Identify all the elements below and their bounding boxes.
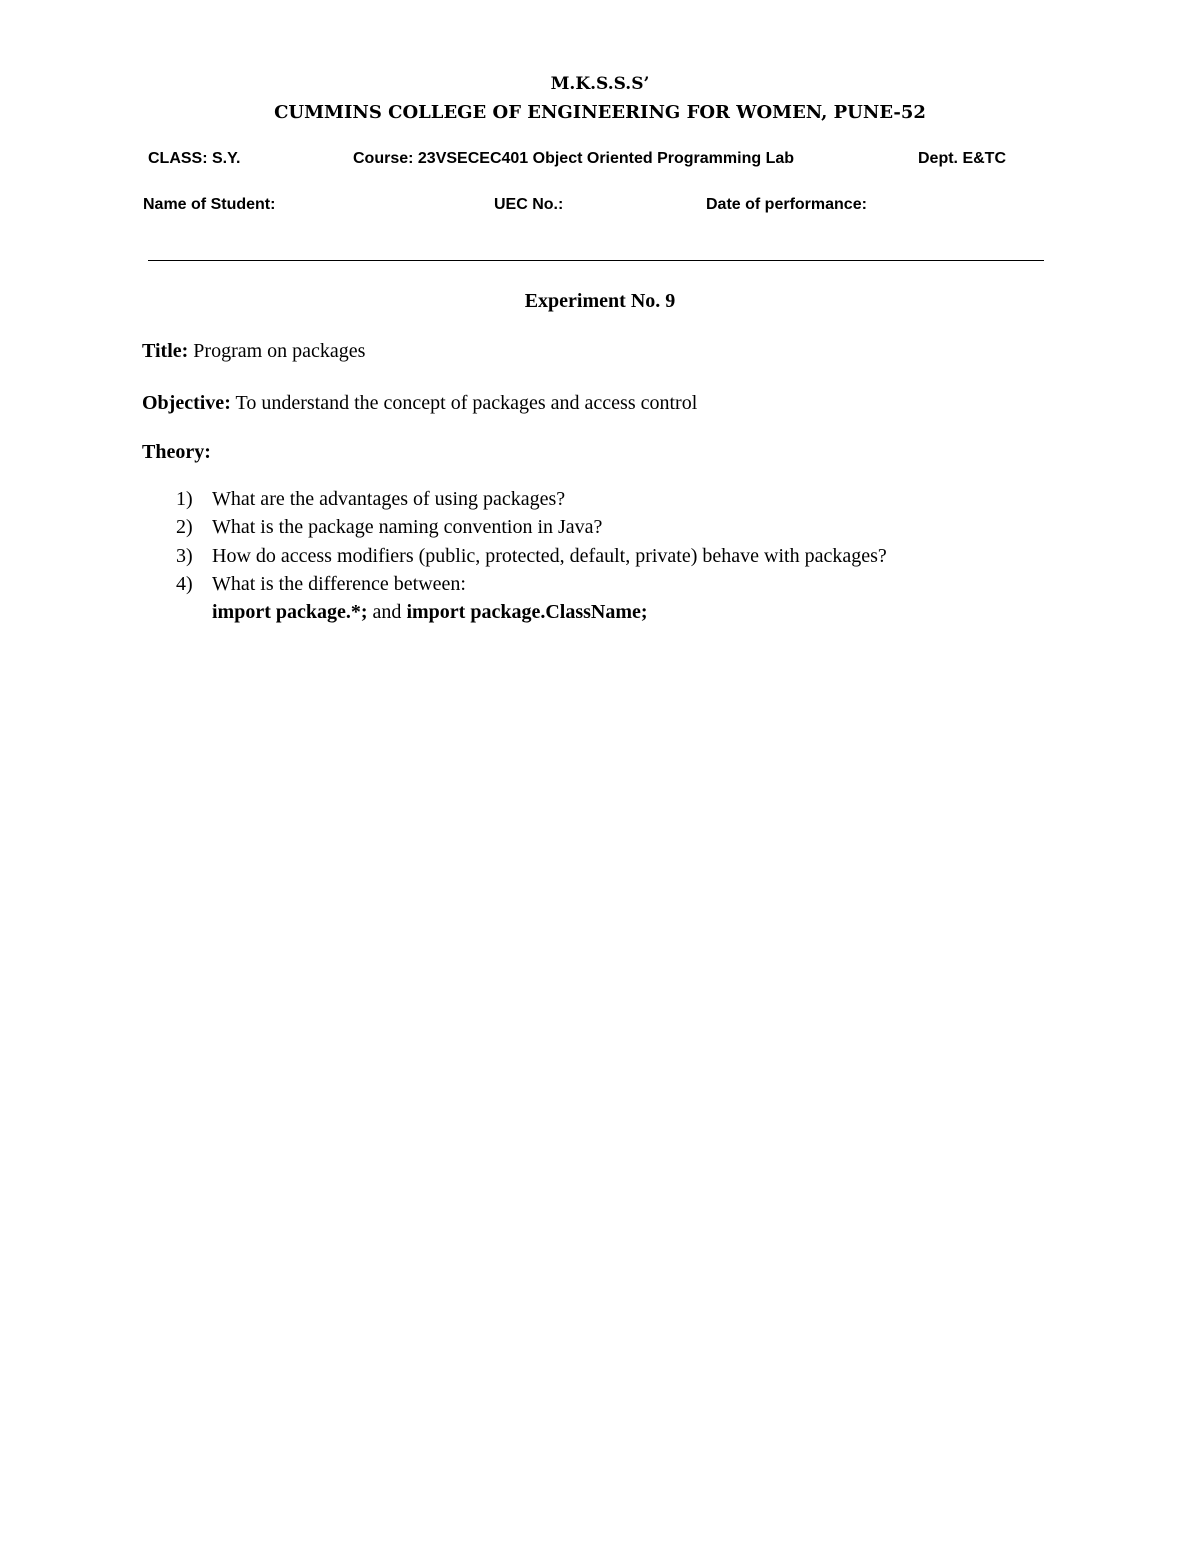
- import-class-code: import package.ClassName;: [406, 601, 648, 623]
- question-text: How do access modifiers (public, protected, default, private) behave with packages?: [212, 545, 887, 567]
- question-4-joiner: and: [367, 601, 407, 623]
- question-text: What is the difference between:: [212, 573, 466, 595]
- question-text: What is the package naming convention in Java?: [212, 516, 603, 538]
- date-of-performance-label: Date of performance:: [706, 196, 867, 213]
- course-label: Course: 23VSECEC401 Object Oriented Programming Lab: [353, 150, 795, 167]
- question-number: 4): [176, 573, 193, 595]
- college-name: CUMMINS COLLEGE OF ENGINEERING FOR WOMEN, PUNE-52: [274, 102, 926, 123]
- title-line: [142, 339, 365, 363]
- dept-label: Dept. E&TC: [918, 150, 1006, 167]
- import-wildcard-code: import package.*;: [212, 601, 368, 623]
- objective-label: Objective:: [142, 392, 231, 414]
- objective-line: [142, 391, 697, 415]
- class-label: CLASS: S.Y.: [148, 150, 241, 167]
- title-label: Title:: [142, 340, 189, 362]
- objective-value: To understand the concept of packages and access control: [235, 392, 698, 414]
- question-number: 3): [176, 545, 193, 567]
- title-value: Program on packages: [193, 340, 366, 362]
- question-4-detail: [212, 600, 648, 624]
- question-number: 2): [176, 516, 193, 538]
- uec-number-label: UEC No.:: [494, 196, 564, 213]
- theory-line: [142, 440, 211, 464]
- student-name-label: Name of Student:: [143, 196, 276, 213]
- question-number: 1): [176, 488, 193, 510]
- theory-label: Theory:: [142, 441, 211, 463]
- organization-name: M.K.S.S.S’: [550, 74, 650, 94]
- experiment-heading: Experiment No. 9: [524, 290, 676, 312]
- question-text: What are the advantages of using packages?: [212, 488, 566, 510]
- header-divider: [148, 260, 1044, 261]
